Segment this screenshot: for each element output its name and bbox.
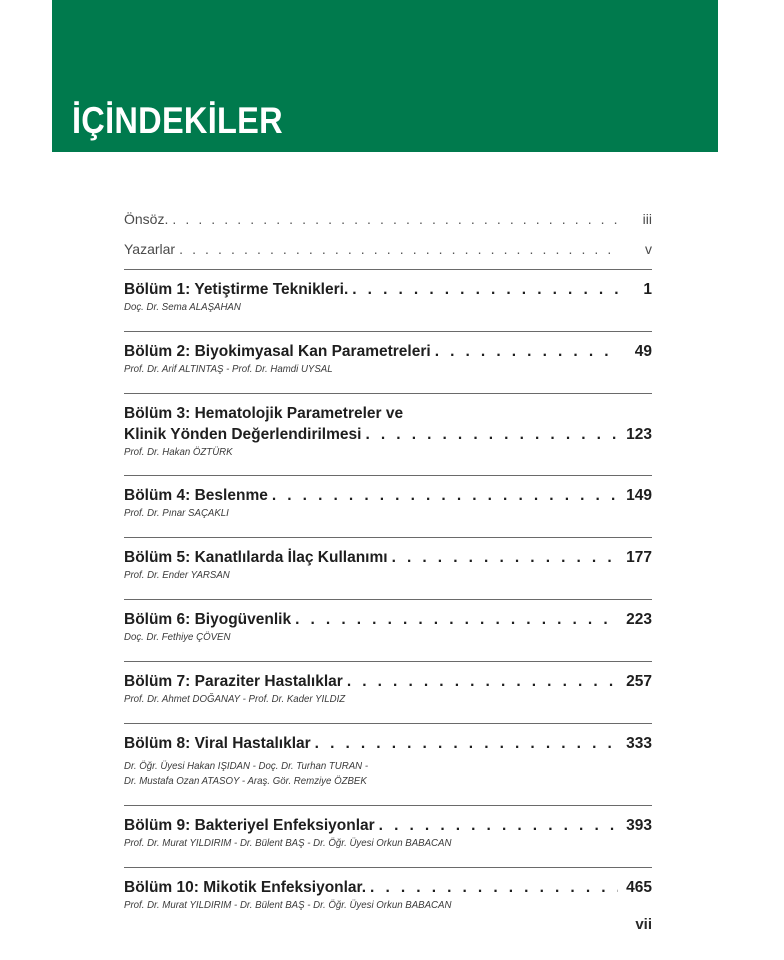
toc-entry-label: Önsöz. <box>124 211 169 227</box>
chapter-title: Bölüm 2: Biyokimyasal Kan Parametreleri <box>124 343 431 360</box>
dot-leader <box>179 241 618 257</box>
toc-entry-authors[interactable] <box>124 237 652 261</box>
chapter-title: Bölüm 10: Mikotik Enfeksiyonlar. <box>124 879 367 896</box>
chapter-page-number: 257 <box>626 673 652 690</box>
chapter-page-number: 177 <box>626 549 652 566</box>
chapter-title: Bölüm 9: Bakteriyel Enfeksiyonlar <box>124 817 375 834</box>
dot-leader <box>347 671 618 692</box>
chapter-authors: Doç. Dr. Sema ALAŞAHAN <box>124 301 241 313</box>
chapter-page-number: 333 <box>626 735 652 752</box>
toc-chapter-10[interactable] <box>124 868 652 929</box>
dot-leader <box>272 485 618 506</box>
dot-leader <box>435 341 618 362</box>
toc-chapter-4[interactable] <box>124 476 652 537</box>
table-of-contents <box>124 207 652 929</box>
chapter-authors: Doç. Dr. Fethiye ÇÖVEN <box>124 631 231 643</box>
toc-chapter-3[interactable] <box>124 394 652 475</box>
dot-leader <box>392 547 618 568</box>
toc-chapter-6[interactable] <box>124 600 652 661</box>
chapter-title: Bölüm 3: Hematolojik Parametreler ve <box>124 405 404 422</box>
page-title: İÇİNDEKİLER <box>72 100 283 141</box>
chapter-title: Bölüm 5: Kanatlılarda İlaç Kullanımı <box>124 549 388 566</box>
chapter-page-number: 1 <box>643 281 652 298</box>
chapter-authors: Prof. Dr. Pınar SAÇAKLI <box>124 507 229 519</box>
page-number-footer: vii <box>635 916 652 933</box>
toc-chapter-7[interactable] <box>124 662 652 723</box>
chapter-authors: Prof. Dr. Hakan ÖZTÜRK <box>124 446 233 458</box>
chapter-authors: Dr. Öğr. Üyesi Hakan IŞIDAN - Doç. Dr. Turhan TURAN - <box>124 760 369 772</box>
toc-chapter-8[interactable] <box>124 724 652 805</box>
chapter-authors: Prof. Dr. Murat YILDIRIM - Dr. Bülent BAŞ - Dr. Öğr. Üyesi Orkun BABACAN <box>124 899 452 911</box>
chapter-page-number: 465 <box>626 879 652 896</box>
chapter-authors: Dr. Mustafa Ozan ATASOY - Araş. Gör. Remziye ÖZBEK <box>124 775 367 787</box>
dot-leader <box>315 733 618 754</box>
dot-leader <box>172 211 618 227</box>
dot-leader <box>365 424 618 445</box>
dot-leader <box>295 609 618 630</box>
toc-chapter-9[interactable] <box>124 806 652 867</box>
toc-chapter-2[interactable] <box>124 332 652 393</box>
toc-chapter-5[interactable] <box>124 538 652 599</box>
chapter-page-number: 49 <box>634 343 652 360</box>
toc-page-number: v <box>645 241 652 257</box>
chapter-authors: Prof. Dr. Ahmet DOĞANAY - Prof. Dr. Kader YILDIZ <box>124 693 346 705</box>
chapter-page-number: 149 <box>626 487 652 504</box>
chapter-page-number: 123 <box>626 426 652 443</box>
chapter-page-number: 393 <box>626 817 652 834</box>
toc-entry-label: Yazarlar <box>124 241 176 257</box>
dot-leader <box>352 279 618 300</box>
chapter-title: Bölüm 6: Biyogüvenlik <box>124 611 292 628</box>
dot-leader <box>379 815 618 836</box>
chapter-title: Bölüm 7: Paraziter Hastalıklar <box>124 673 343 690</box>
toc-chapter-1[interactable] <box>124 270 652 331</box>
chapter-title: Bölüm 1: Yetiştirme Teknikleri. <box>124 281 349 298</box>
toc-page-number: iii <box>642 211 652 227</box>
dot-leader <box>370 877 618 898</box>
chapter-title: Bölüm 4: Beslenme <box>124 487 268 504</box>
chapter-authors: Prof. Dr. Arif ALTINTAŞ - Prof. Dr. Hamdi UYSAL <box>124 363 333 375</box>
chapter-authors: Prof. Dr. Ender YARSAN <box>124 569 230 581</box>
chapter-title: Bölüm 8: Viral Hastalıklar <box>124 735 311 752</box>
chapter-title-continued: Klinik Yönden Değerlendirilmesi <box>124 426 362 443</box>
toc-entry-preface[interactable] <box>124 207 652 231</box>
chapter-authors: Prof. Dr. Murat YILDIRIM - Dr. Bülent BAŞ - Dr. Öğr. Üyesi Orkun BABACAN <box>124 837 452 849</box>
chapter-page-number: 223 <box>626 611 652 628</box>
